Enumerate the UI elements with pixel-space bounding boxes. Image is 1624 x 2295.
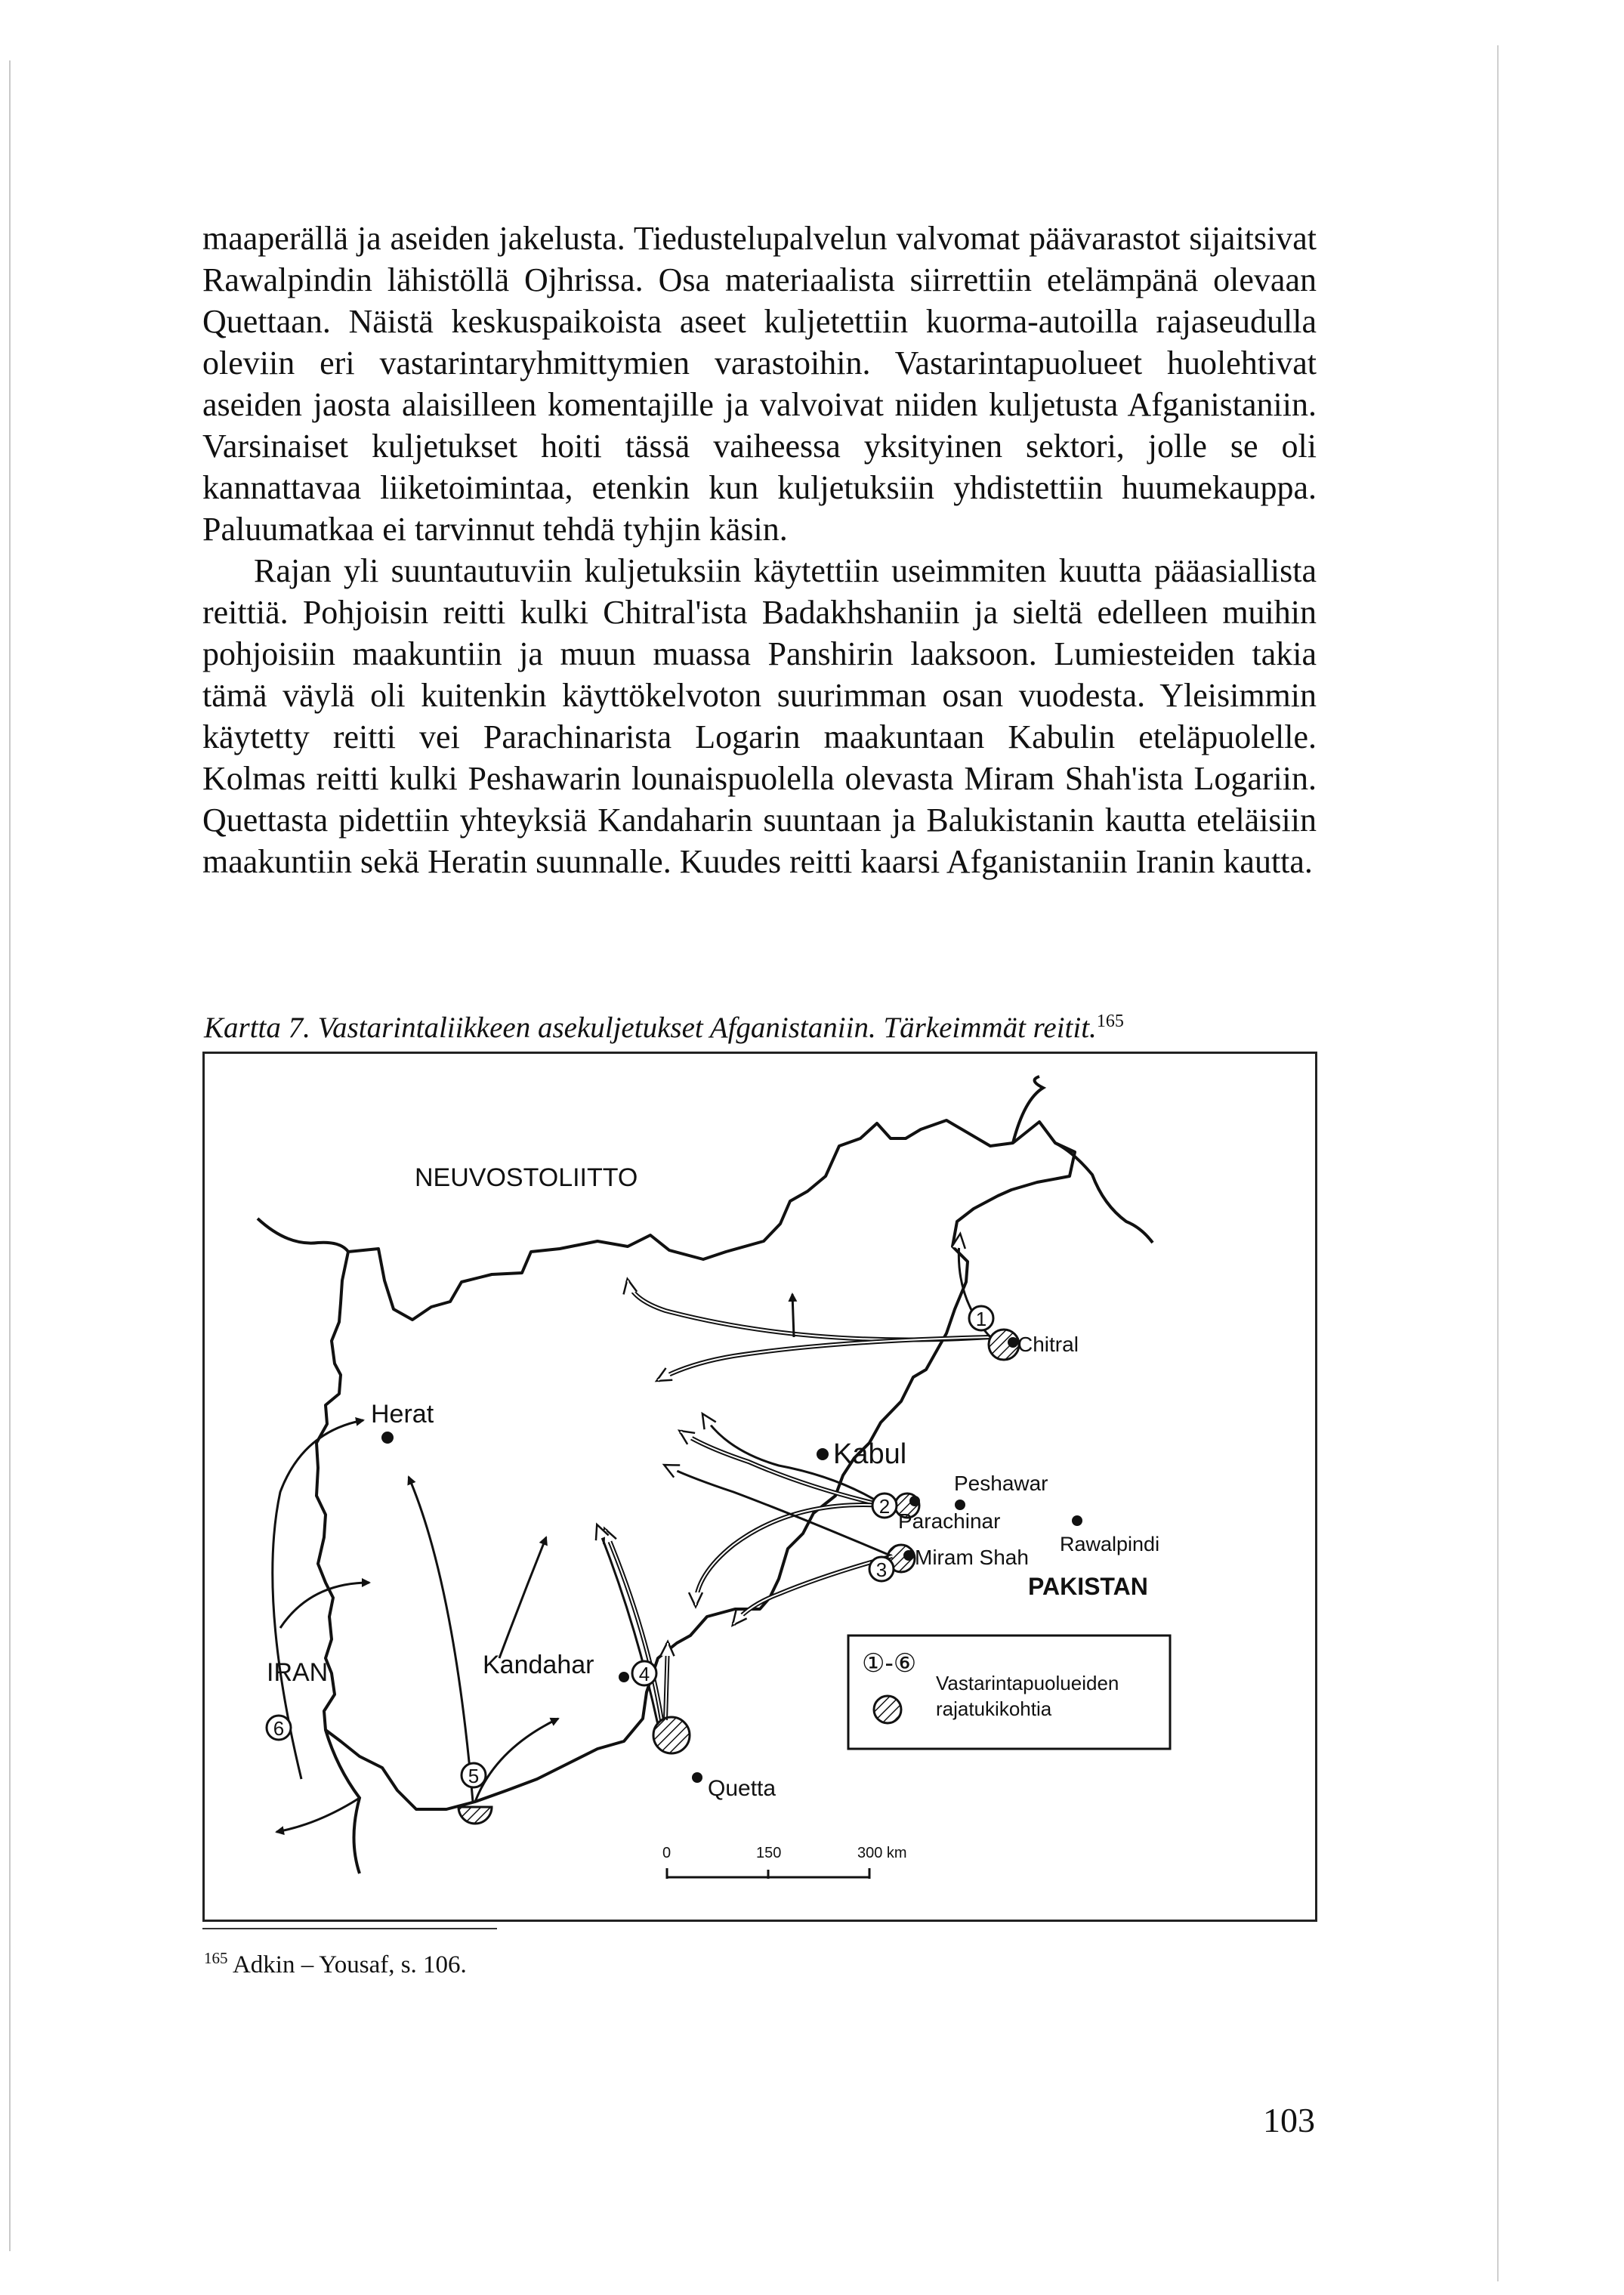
page-number: 103 xyxy=(1263,2101,1315,2139)
route-thin-center xyxy=(499,1537,546,1658)
legend-line-2: rajatukikohtia xyxy=(936,1697,1052,1720)
footnote xyxy=(204,1943,467,1980)
north-peak-line xyxy=(1013,1076,1043,1143)
route-marker-2 xyxy=(872,1493,897,1518)
map-caption-text: Kartta 7. Vastarintaliikkeen asekuljetukset Afganistaniin. Tärkeimmät reitit. xyxy=(204,1012,1097,1044)
map-caption xyxy=(204,1003,1314,1046)
route-marker-5 xyxy=(462,1763,486,1787)
map-svg xyxy=(205,1054,1315,1920)
city-dot-herat xyxy=(381,1432,394,1444)
city-label-miram-shah: Miram Shah xyxy=(915,1546,1029,1569)
scale-tick-300: 300 km xyxy=(857,1845,907,1861)
scan-edge-left xyxy=(9,60,11,2251)
svg-text:2: 2 xyxy=(878,1495,891,1518)
scale-tick-0: 0 xyxy=(662,1845,672,1861)
route-marker-4 xyxy=(632,1661,656,1685)
city-dot-quetta xyxy=(692,1772,702,1783)
city-label-rawalpindi: Rawalpindi xyxy=(1060,1533,1160,1555)
city-dot-kandahar xyxy=(619,1672,629,1682)
route-4-northwest xyxy=(605,1530,662,1720)
route-marker-3 xyxy=(869,1557,894,1581)
map-caption-note: 165 xyxy=(1096,1012,1124,1031)
city-dot-chitral xyxy=(1008,1337,1018,1348)
route-5-herat xyxy=(409,1477,473,1802)
footnote-text: Adkin – Yousaf, s. 106. xyxy=(232,1951,467,1978)
legend-hatch-symbol xyxy=(874,1696,901,1723)
region-label-north: NEUVOSTOLIITTO xyxy=(415,1163,638,1192)
paragraph-2: Rajan yli suuntautuviin kuljetuksiin käytettiin useimmiten kuutta pääasiallista reittiä. Pohjoisin reitti kulki Chitral'ista Badakhshaniin ja sieltä edelleen muihin pohjoisiin maakuntiin ja muun muassa Panshirin laaksoon. Lumiesteiden takia tämä väylä oli kuitenkin käyttökelvoton suurimman osan vuodesta. Yleisimmin käytetty reitti vei Parachinarista Logarin maakuntaan Kabulin eteläpuolelle. Kolmas reitti kulki Peshawarin lounaispuolella olevasta Miram Shah'ista Logariin. Quettasta pidettiin yhteyksiä Kandaharin suuntaan ja Balukistanin kautta eteläisiin maakuntiin sekä Heratin suunnalle. Kuudes reitti kaarsi Afganistaniin Iranin kautta. xyxy=(202,552,1317,880)
svg-text:5: 5 xyxy=(468,1765,480,1787)
scale-tick-150: 150 xyxy=(756,1845,782,1861)
map-figure xyxy=(202,1052,1317,1922)
route-6-southwest xyxy=(276,1798,360,1832)
city-label-kandahar: Kandahar xyxy=(483,1651,594,1679)
route-5-east xyxy=(475,1719,558,1802)
route-3-b-inner xyxy=(733,1556,892,1624)
legend-range: ①-⑥ xyxy=(862,1649,917,1678)
city-label-kabul: Kabul xyxy=(833,1438,907,1470)
route-4-kandahar xyxy=(597,1526,658,1725)
body-text xyxy=(202,218,1317,882)
city-label-chitral: Chitral xyxy=(1017,1333,1079,1356)
northwest-border-line xyxy=(258,1219,348,1252)
city-dot-peshawar xyxy=(955,1500,965,1510)
route-1-west-inner xyxy=(628,1280,990,1339)
region-label-west: IRAN xyxy=(267,1658,329,1687)
svg-text:1: 1 xyxy=(975,1308,987,1330)
route-1-west xyxy=(628,1280,990,1339)
region-label-east: PAKISTAN xyxy=(1028,1573,1148,1600)
route-marker-1 xyxy=(969,1306,993,1330)
base-south xyxy=(458,1807,492,1824)
city-dot-kabul xyxy=(817,1448,829,1460)
route-4-northwest-inner xyxy=(605,1530,662,1720)
city-label-peshawar: Peshawar xyxy=(954,1472,1048,1495)
footnote-rule xyxy=(202,1928,497,1929)
route-north-thin xyxy=(792,1294,794,1337)
svg-text:4: 4 xyxy=(638,1663,650,1685)
city-dot-miram-shah xyxy=(903,1550,914,1561)
map-legend xyxy=(848,1636,1170,1749)
legend-line-1: Vastarintapuolueiden xyxy=(936,1672,1119,1694)
scan-edge-right xyxy=(1497,45,1499,2281)
footnote-number: 165 xyxy=(204,1949,228,1967)
route-6-east xyxy=(280,1583,369,1628)
route-marker-6 xyxy=(267,1716,291,1740)
city-label-herat: Herat xyxy=(371,1400,434,1429)
svg-text:6: 6 xyxy=(273,1717,285,1740)
route-3-a xyxy=(665,1466,892,1556)
city-dot-parachinar xyxy=(909,1496,920,1506)
northeast-border-line xyxy=(1055,1143,1153,1243)
paragraph-1: maaperällä ja aseiden jakelusta. Tiedustelupalvelun valvomat päävarastot sijaitsivat Rawalpindin lähistöllä Ojhrissa. Osa materiaalista siirrettiin etelämpänä olevaan Quettaan. Näistä keskuspaikoista aseet kuljetettiin kuorma-autoilla rajaseudulla oleviin eri vastarintaryhmittymien varastoihin. Vastarintapuolueet huolehtivat aseiden jaosta alaisilleen komentajille ja valvoivat niiden kuljetusta Afganistaniin. Varsinaiset kuljetukset hoiti tässä vaiheessa yksityinen sektori, jolle se oli kannattavaa liiketoimintaa, etenkin kun kuljetuksiin yhdistettiin huumekauppa. Paluumatkaa ei tarvinnut tehdä tyhjin käsin. xyxy=(202,220,1317,548)
svg-text:3: 3 xyxy=(875,1558,888,1581)
city-label-parachinar: Parachinar xyxy=(898,1509,1001,1533)
scale-bar xyxy=(662,1845,907,1879)
route-3-b xyxy=(733,1556,892,1624)
city-label-quetta: Quetta xyxy=(708,1776,776,1801)
city-dot-rawalpindi xyxy=(1072,1515,1082,1526)
base-quetta xyxy=(653,1717,690,1753)
